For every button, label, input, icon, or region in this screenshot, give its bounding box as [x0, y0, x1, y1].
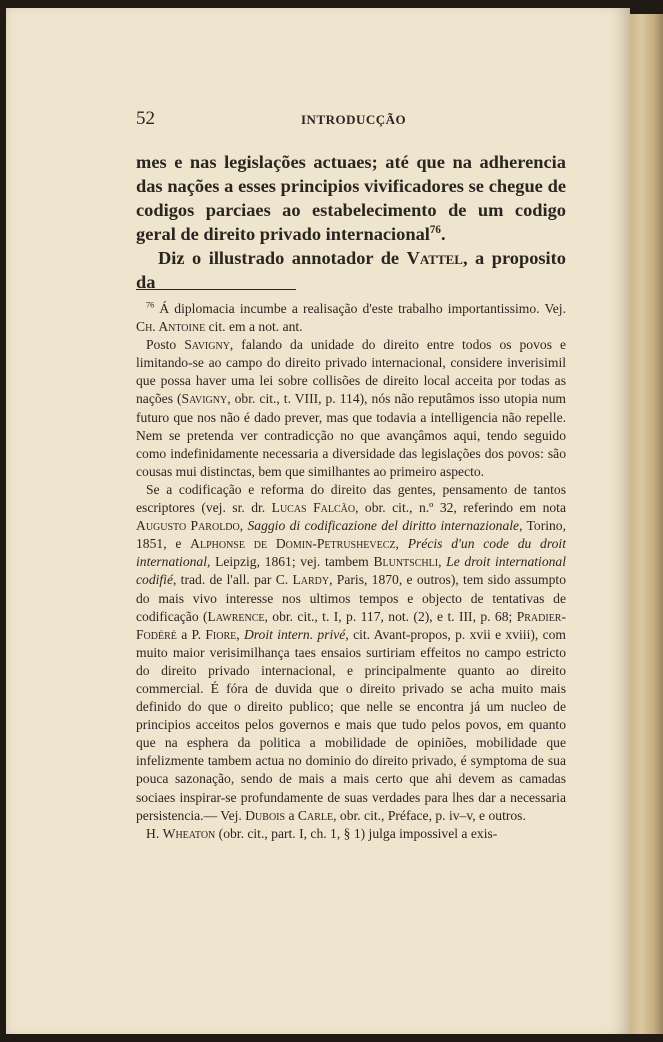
author-name: Savigny	[181, 391, 228, 407]
footnote-text: , trad. de l'all. par C.	[173, 572, 293, 588]
main-paragraph-2	[136, 246, 566, 294]
author-name: Lawrence	[207, 608, 265, 624]
footnote-text: , Leipzig, 1861; vej. tambem	[207, 554, 374, 570]
author-name: Wheaton	[162, 825, 216, 841]
author-name: Alphonse de Domin-Petrushevecz	[190, 536, 396, 552]
main-paragraph-1	[136, 150, 566, 246]
author-name: Ch. Antoine	[136, 319, 206, 335]
footnote-text: a P.	[176, 626, 206, 642]
author-name: Carle	[297, 807, 334, 823]
work-title: Précis d'un code du droit international	[136, 536, 566, 570]
author-name: Lucas Falcão	[271, 500, 356, 516]
page-edge	[630, 14, 663, 1034]
main-paragraph-2-start: Diz o illustrado annotador de	[158, 248, 407, 268]
author-name: Pradier-Fodéré	[136, 608, 566, 642]
author-name: Augusto Paroldo	[136, 518, 240, 534]
footnote-text: ,	[236, 626, 244, 642]
footnote-text: ,	[395, 536, 408, 552]
work-title: Droit intern. privé	[243, 626, 346, 642]
footnote-text: Se a codificação e reforma do direito das gentes, pensamento de tantos escriptores (vej. sr. dr.	[136, 481, 566, 516]
work-title: Le droit international codifié	[136, 554, 566, 588]
footnote-text: ,	[239, 518, 248, 534]
footnote-mark: 76	[146, 300, 155, 310]
footnote-rule	[136, 289, 296, 290]
footnote-text: , obr. cit., n.º 32, referindo em nota	[355, 500, 566, 516]
footnotes	[136, 300, 566, 843]
main-paragraph-1-text: mes e nas legislações actuaes; até que na adherencia das nações a esses principios vivificadores se chegue de codigos parciaes ao estabelecimento de um codigo geral de direito privado internacional	[136, 152, 566, 244]
main-paragraph-2-end: , a proposito da	[136, 248, 566, 292]
author-name: Savigny	[184, 337, 230, 353]
footnote-text: , Paris, 1870, e outros), tem sido assumpto do mais vivo interesse nos ultimos tempos e objecto de tentativas de codificação (	[136, 572, 567, 624]
running-title: INTRODUCÇÃO	[301, 112, 407, 127]
footnote-text: , cit. Avant-propos, p. xvii e xviii), com muito maior verisimilhança taes ensaios surtiriam effeitos no campo estricto do direito privado internacional, e principalmente quanto ao direito commercial. É fóra de duvida que o direito privado se acha muito mais definido do que o direito publico; que nelle se encontra já um nucleo de principios acceitos pelos governos e mais que tudo pelos povos, em quanto que na esphera da politica a mobilidade de opiniões, mobilidade que infelizmente tambem actua no dominio do direito privado, é symptoma de sua pouca sazonação, sendo de mais a mais certo que ahi devem as camadas sociaes inspirar-se profundamente de suas verdades para lhes dar a necessaria persistencia.— Vej.	[136, 626, 566, 823]
page-number: 52	[136, 108, 155, 129]
footnote-ref-76[interactable]: 76	[429, 223, 441, 236]
footnote-text: Posto	[146, 337, 185, 353]
footnote-text: ,	[438, 554, 447, 570]
footnote-paragraph-3	[136, 481, 566, 825]
footnote-text: , obr. cit., t. VIII, p. 114), nós não reputâmos isso utopia num futuro que nos não é dado prever, mas que todavia a intelligencia não repelle. Nem se pretenda ver contradicção no que avançâmos aqui, tendo seguido como indefinidamente necessaria a diversidade das legislações dos povos: são cousas mui distinctas, bem que similhantes ao primeiro aspecto.	[136, 391, 566, 479]
footnote-text: , falando da unidade do direito entre todos os povos e limitando-se ao campo do direito privado internacional, considere inverisimil que possa haver uma lei sobre collisões de direito local acceita por todas as nações (	[136, 337, 566, 407]
footnote-text: , obr. cit., t. I, p. 117, not. (2), e t. III, p. 68;	[264, 608, 517, 624]
running-head	[136, 108, 566, 132]
main-paragraph-1-end: .	[440, 224, 446, 244]
author-name: Dubois	[245, 807, 286, 823]
footnote-text: (obr. cit., part. I, ch. 1, § 1) julga impossivel a exis-	[215, 825, 498, 841]
footnote-text: cit. em a not. ant.	[205, 319, 303, 335]
footnote-paragraph-4	[136, 825, 566, 843]
main-text	[136, 150, 566, 294]
footnote-text: , obr. cit., Préface, p. iv–v, e outros.	[333, 807, 526, 823]
author-name: Lardy	[292, 572, 330, 588]
footnote-text: Á diplomacia incumbe a realisação d'este trabalho importantissimo. Vej.	[154, 301, 566, 316]
author-name: Bluntschli	[373, 554, 439, 570]
author-name: Fiore	[205, 626, 237, 642]
work-title: Saggio di codificazione del diritto internazionale	[247, 518, 520, 534]
author-name: Vattel	[406, 248, 463, 268]
footnote-text: a	[285, 807, 298, 823]
footnote-text: H.	[146, 825, 163, 841]
footnote-text: , Torino, 1851, e	[136, 518, 567, 552]
footnote-paragraph-2	[136, 336, 566, 481]
footnote-76	[136, 300, 566, 336]
